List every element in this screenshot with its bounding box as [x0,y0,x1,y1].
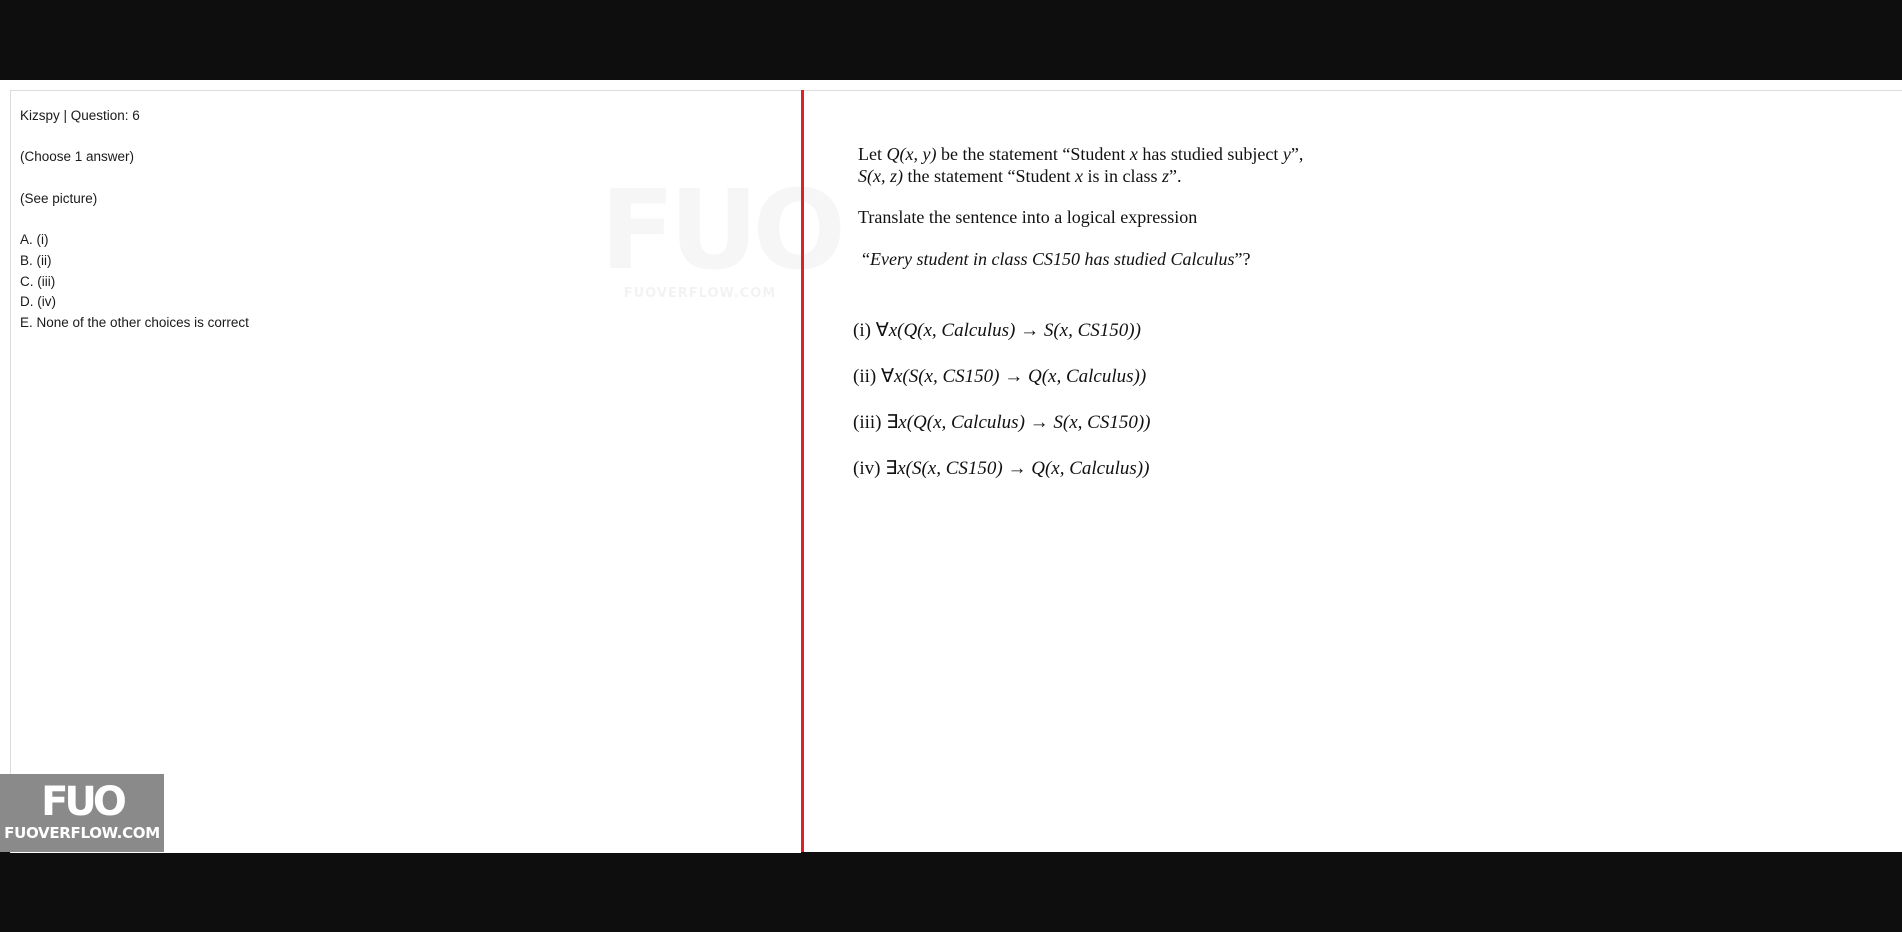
choice-b: B. (ii) [20,253,52,268]
question-info-panel [10,90,801,853]
sentence-to-translate: “Every student in class CS150 has studied Calculus”? [862,249,1251,269]
definition-line-q: Let Q(x, y) be the statement “Student x has studied subject y”, [858,144,1304,164]
see-picture-note: (See picture) [20,191,98,206]
choice-d: D. (iv) [20,294,56,309]
fuo-logo-icon: FUO [41,779,123,825]
fuoverflow-badge[interactable] [0,774,164,852]
question-image [853,80,1858,852]
choice-a: A. (i) [20,232,49,247]
translate-instruction: Translate the sentence into a logical expression [858,207,1198,227]
question-header: Kizspy | Question: 6 [20,108,140,123]
choice-c: C. (iii) [20,274,56,289]
badge-site: FUOVERFLOW.COM [4,824,160,842]
option-i: (i) ∀x(Q(x, Calculus) → S(x, CS150)) [853,320,1141,341]
choose-instruction: (Choose 1 answer) [20,149,135,164]
document-frame [0,80,1902,852]
option-iii: (iii) ∃x(Q(x, Calculus) → S(x, CS150)) [853,412,1151,433]
option-iv: (iv) ∃x(S(x, CS150) → Q(x, Calculus)) [853,458,1150,479]
definition-line-s: S(x, z) the statement “Student x is in class z”. [858,166,1182,186]
choice-e: E. None of the other choices is correct [20,315,249,330]
panel-divider [801,90,804,852]
option-ii: (ii) ∀x(S(x, CS150) → Q(x, Calculus)) [853,366,1147,387]
